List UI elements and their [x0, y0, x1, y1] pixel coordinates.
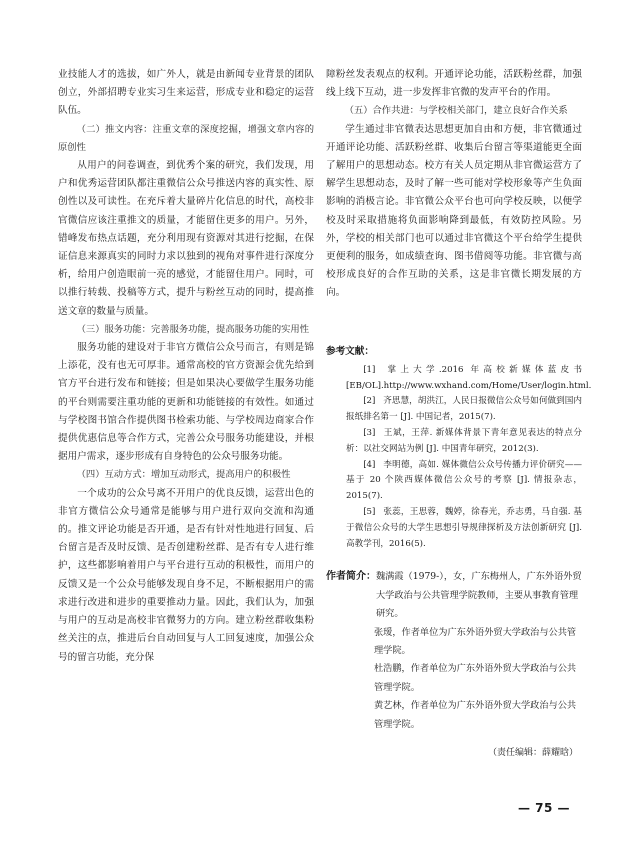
editor-note: （责任编辑：薛耀晗）	[487, 748, 578, 759]
reference-text: 李明德，高如. 媒体微信公众号传播力评价研究——基于 20 个陕西媒体微信公众号的考察 [J]. 情报杂志，2015(7).	[346, 459, 582, 502]
paragraph-interaction: 一个成功的公众号离不开用户的优良反馈，运营出色的非官方微信公众号通常是能够与用户进行双向交流和沟通的。推文评论功能是否开通，是否有针对性地进行回复、后台留言是否及时反馈、是否创建粉丝群、是否有专人进行维护，这些都影响着用户与平台进行互动的积极性，而用户的反馈又是一个公众号能够发现自身不足，不断根据用户的需求进行改进和进步的重要推动力量。因此，我们认为，加强与用户的互动是高校非官微努力的方向。建立粉丝群收集粉丝关注的点，推进后台自动回复与人工回复速度，加强公众号的留言功能，充分保	[58, 487, 314, 663]
author-coauthor: 张瑷，作者单位为广东外语外贸大学政治与公共管理学院。	[374, 626, 577, 657]
references-title: 参考文献：	[326, 345, 374, 357]
reference-number: [5]	[363, 507, 376, 518]
paragraph-continued: 业技能人才的选拔，如广外人，就是由新闻专业背景的团队创立，外部招聘专业实习生来运营，形成专业和稳定的运营队伍。	[58, 69, 314, 117]
section-heading-interaction: （四）互动方式：增加互动形式，提高用户的积极性	[76, 469, 291, 481]
reference-item	[326, 505, 582, 552]
reference-item	[326, 426, 582, 458]
author-label: 作者简介：	[326, 571, 376, 583]
section-heading-service: （三）服务功能：完善服务功能，提高服务功能的实用性	[76, 323, 310, 335]
paragraph-continued-right: 障粉丝发表观点的权利。开通评论功能，活跃粉丝群，加强线上线下互动，进一步发挥非官微的发声平台的作用。	[326, 69, 582, 99]
paragraph-cooperation: 学生通过非官微表达思想更加自由和方便，非官微通过开通评论功能、活跃粉丝群、收集后台留言等渠道能更全面了解用户的思想动态。校方有关人员定期从非官微运营方了解学生思想动态，及时了解一些可能对学校形象等产生负面影响的消极言论。非官微公众平台也可向学校反映，以便学校及时采取措施将负面影响降到最低，有效防控风险。另外，学校的相关部门也可以通过非官微这个平台给学生提供更便利的服务，如成绩查询、图书借阅等功能。非官微与高校形成良好的合作互助的关系，这是非官微长期发展的方向。	[326, 123, 582, 299]
reference-text: 齐思慧，胡洪江，人民日报微信公众号如何做到国内报纸排名第一 [J]. 中国记者，2015(7).	[346, 396, 582, 423]
reference-number: [3]	[363, 428, 376, 439]
reference-item	[326, 458, 582, 505]
author-coauthor: 杜浩鹏，作者单位为广东外语外贸大学政治与公共管理学院。	[374, 663, 577, 693]
reference-text: 掌上大学.2016 年高校新媒体蓝皮书 [EB/OL].http://www.wxhand.com/Home/User/login.html.	[346, 364, 592, 391]
reference-text: 张蕊，王思蓉，魏婷，徐春光，乔志勇，马自强. 基于微信公众号的大学生思想引导规律探析及方法创新研究 [J]. 高教学刊，2016(5).	[346, 507, 582, 549]
paragraph-content: 从用户的问卷调查，到优秀个案的研究，我们发现，用户和优秀运营团队都注重微信公众号推送内容的真实性、原创性以及可读性。在充斥着大量碎片化信息的时代，高校非官微信应该注重推文的质量，才能留住更多的用户。另外，错峰发布热点话题，充分利用现有资源对其进行挖掘，在保证信息来源真实的同时力求以独到的视角对事件进行深度分析，给用户创造眼前一亮的感觉，才能留住用户。同时，可以推行转载、投稿等方式，提升与粉丝互动的同时，提高推送文章的数量与质量。	[58, 160, 314, 317]
section-heading-content: （二）推文内容：注重文章的深度挖掘，增强文章内容的原创性	[58, 123, 314, 153]
page-number: — 75 —	[518, 801, 571, 815]
right-column	[326, 66, 592, 762]
reference-text: 王斌，王萍. 新媒体背景下青年意见表达的特点分析：以社交网站为例 [J]. 中国青年研究，2012(3).	[346, 428, 582, 454]
reference-number: [1]	[363, 364, 376, 375]
section-heading-cooperation: （五）合作共进：与学校相关部门，建立良好合作关系	[344, 105, 568, 117]
reference-item	[326, 363, 592, 395]
reference-item	[326, 394, 582, 426]
author-main-row	[326, 568, 582, 623]
paragraph-service: 服务功能的建设对于非官方微信公众号而言，有则是锦上添花，没有也无可厚非。通常高校的官方资源会优先给到官方平台进行发布和链接；但是如果决心要做学生服务功能的平台则需要注重功能的更新和功能链接的有效性。如通过与学校图书馆合作提供图书检索功能、与学校周边商家合作提供优惠信息等合作方式，完善公众号服务功能建设，并根据用户需求，逐步形成有自身特色的公众号服务功能。	[58, 342, 314, 463]
left-column	[58, 66, 314, 667]
author-main: 魏满霞（1979-），女，广东梅州人，广东外语外贸大学政治与公共管理学院教师，主要从事教育管理研究。	[376, 571, 582, 620]
references-list	[326, 363, 592, 553]
author-coauthor: 黄艺林，作者单位为广东外语外贸大学政治与公共管理学院。	[374, 700, 577, 730]
author-info	[326, 568, 582, 762]
reference-number: [4]	[363, 459, 376, 470]
reference-number: [2]	[363, 396, 376, 407]
